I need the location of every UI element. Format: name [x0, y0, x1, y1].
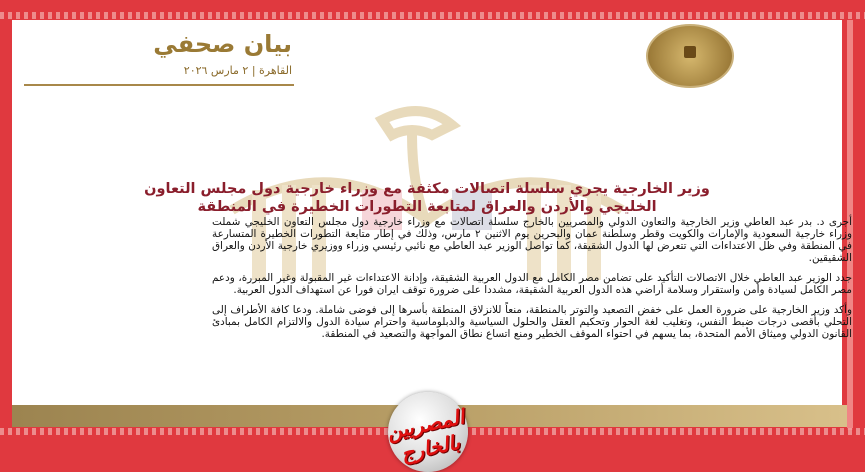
press-release-sheet: [12, 20, 852, 405]
logo-text: المصريين بالخارج: [384, 404, 467, 466]
page-title: بيان صحفي: [153, 30, 292, 58]
globe-logo-icon: [384, 392, 468, 472]
paragraph: جدد الوزير عبد العاطي خلال الاتصالات التأكيد على تضامن مصر الكامل مع الدول العربية الشقيقة، وإدانة الاعتداءات غير المقبولة وغير المبررة، ودعم مصر الكامل لسيادة وأمن واستقرار وسلامة أراضي هذه الدول العربية الشقيقة، مشددا على ضرورة توقف ايران فورا عن استهداف الدول العربية.: [212, 272, 852, 296]
top-ornament-strip: [0, 12, 865, 19]
paragraph: وأكد وزير الخارجية على ضرورة العمل على خفض التصعيد والتوتر بالمنطقة، منعاً للانزلاق المنطقة بأسرها إلى فوضى شاملة. ودعا كافة الأطراف إلى التحلي بأقصى درجات ضبط النفس، وتغليب لغة الحوار وتحكيم العقل والحلول السياسية والدبلوماسية واحترام سيادة الدول والالتزام الكامل بمبادئ القانون الدولي وميثاق الأمم المتحدة، بما يسهم في احتواء الموقف الخطير ومنع اتساع نطاق المواجهة والتصعيد في المنطقة.: [212, 304, 852, 340]
statement-body: [212, 216, 852, 348]
headline: وزير الخارجية يجري سلسلة اتصالات مكثفة مع وزراء خارجية دول مجلس التعاون الخليجي والأردن والعراق لمتابعة التطورات الخطيرة في المنطقة: [144, 181, 710, 215]
date-line: القاهرة | ٢ مارس ٢٠٢٦: [183, 64, 292, 77]
paragraph: أجرى د. بدر عبد العاطي وزير الخارجية والتعاون الدولي والمصريين بالخارج سلسلة اتصالات مع وزراء خارجية دول مجلس التعاون الخليجي شملت وزراء خارجية السعودية والإمارات والكويت وقطر وسلطنة عمان والبحرين يوم الاثنين ٢ مارس، وذلك في إطار متابعة التطورات الخطيرة المتسارعة في المنطقة وفي ظل الاعتداءات التي تتعرض لها الدول الشقيقة، كما تواصل الوزير عبد العاطي مع نائبي رئيسي وزراء ووزيري خارجية الأردن والعراق الشقيقين.: [212, 216, 852, 264]
ministry-seal-icon: [646, 24, 734, 88]
